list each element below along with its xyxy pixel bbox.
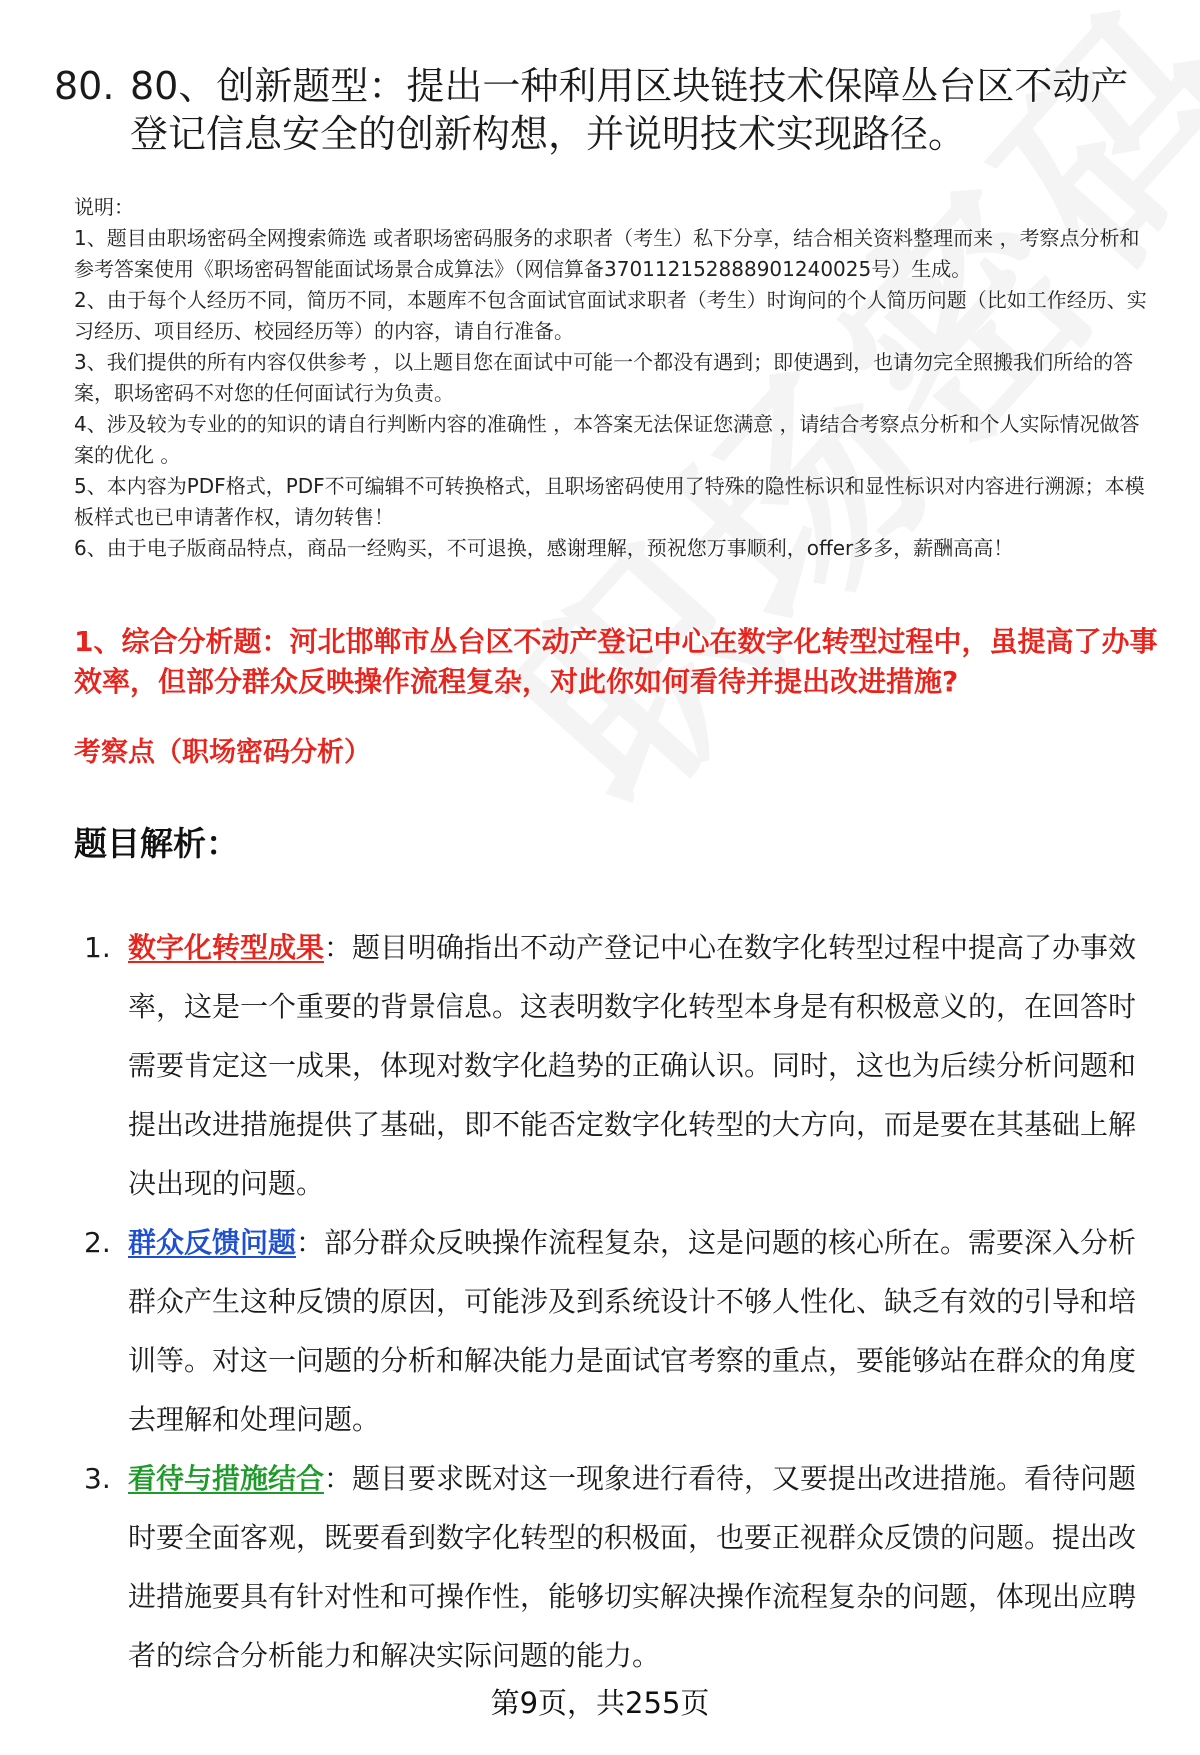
item-text: ：题目明确指出不动产登记中心在数字化转型过程中提高了办事效率，这是一个重要的背景信息。这表明数字化转型本身是有积极意义的，在回答时需要肯定这一成果，体现对数字化趋势的正确认识。同时，这也为后续分析问题和提出改进措施提供了基础，即不能否定数字化转型的大方向，而是要在其基础上解决出现的问题。 (128, 931, 1137, 1200)
note-item: 1、题目由职场密码全网搜索筛选 或者职场密码服务的求职者（考生）私下分享，结合相关资料整理而来 ，考察点分析和参考答案使用《职场密码智能面试场景合成算法》（网信算备370112152888901240025号）生成。 (74, 226, 1140, 281)
analysis-title: 题目解析： (74, 824, 239, 863)
analysis-item (84, 918, 1154, 1213)
note-item: 5、本内容为PDF格式，PDF不可编辑不可转换格式，且职场密码使用了特殊的隐性标识和显性标识对内容进行溯源；本模板样式也已申请著作权，请勿转售！ (74, 474, 1145, 529)
note-item: 4、涉及较为专业的的知识的请自行判断内容的准确性 ，本答案无法保证您满意 ，请结合考察点分析和个人实际情况做答案的优化 。 (74, 412, 1140, 467)
item-keyword: 数字化转型成果 (128, 931, 325, 964)
analysis-item (84, 1449, 1154, 1685)
analysis-list (84, 918, 1154, 1685)
note-item: 2、由于每个人经历不同，简历不同，本题库不包含面试官面试求职者（考生）时询问的个人简历问题（比如工作经历、实习经历、项目经历、校园经历等）的内容，请自行准备。 (74, 288, 1147, 343)
question-text: 80、创新题型：提出一种利用区块链技术保障丛台区不动产登记信息安全的创新构想，并说明技术实现路径。 (130, 64, 1129, 156)
note-item: 3、我们提供的所有内容仅供参考 ，以上题目您在面试中可能一个都没有遇到；即使遇到，也请勿完全照搬我们所给的答案，职场密码不对您的任何面试行为负责。 (74, 350, 1134, 405)
item-number: 3. (84, 1462, 111, 1495)
item-keyword: 群众反馈问题 (128, 1226, 297, 1259)
analysis-item (84, 1213, 1154, 1449)
item-text: ：部分群众反映操作流程复杂，这是问题的核心所在。需要深入分析群众产生这种反馈的原因，可能涉及到系统设计不够人性化、缺乏有效的引导和培训等。对这一问题的分析和解决能力是面试官考察的重点，要能够站在群众的角度去理解和处理问题。 (128, 1226, 1137, 1436)
kaochadian-heading: 考察点（职场密码分析） (74, 737, 371, 768)
item-keyword: 看待与措施结合 (128, 1462, 325, 1495)
notes-title: 说明： (74, 195, 134, 219)
question-number: 80. (54, 64, 115, 108)
note-item: 6、由于电子版商品特点，商品一经购买，不可退换，感谢理解，预祝您万事顺利，offer多多，薪酬高高！ (74, 536, 1014, 560)
item-number: 1. (84, 931, 111, 964)
notes-section (74, 192, 1159, 564)
item-number: 2. (84, 1226, 111, 1259)
item-text: ：题目要求既对这一现象进行看待，又要提出改进措施。看待问题时要全面客观，既要看到数字化转型的积极面，也要正视群众反馈的问题。提出改进措施要具有针对性和可操作性，能够切实解决操作流程复杂的问题，体现出应聘者的综合分析能力和解决实际问题的能力。 (128, 1462, 1137, 1672)
page-footer: 第9页，共255页 (490, 1686, 710, 1720)
interview-question: 1、综合分析题：河北邯郸市丛台区不动产登记中心在数字化转型过程中，虽提高了办事效率，但部分群众反映操作流程复杂，对此你如何看待并提出改进措施? (74, 625, 1158, 698)
question-heading (54, 62, 1154, 158)
